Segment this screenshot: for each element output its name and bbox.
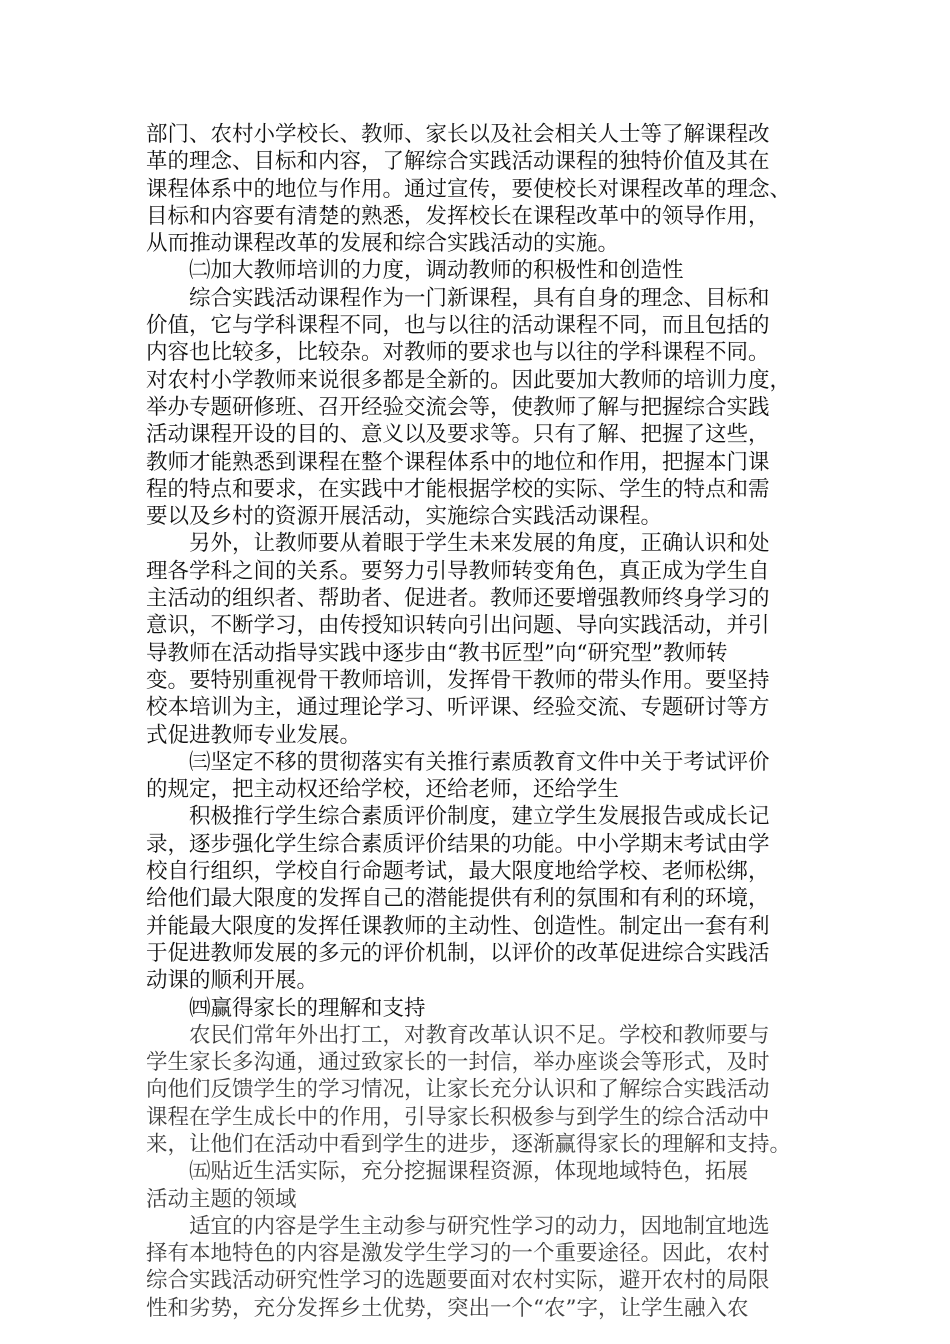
text-line: 并能最大限度的发挥任课教师的主动性、创造性。制定出一套有利 xyxy=(146,913,770,939)
heading-line: ㈢坚定不移的贯彻落实有关推行素质教育文件中关于考试评价 xyxy=(189,749,770,775)
text-line: 价值，它与学科课程不同，也与以往的活动课程不同，而且包括的 xyxy=(146,313,770,339)
text-line: 另外，让教师要从着眼于学生未来发展的角度，正确认识和处 xyxy=(189,531,770,557)
text-line: 从而推动课程改革的发展和综合实践活动的实施。 xyxy=(146,231,620,257)
section-heading-5 xyxy=(146,1158,806,1213)
section-heading-2 xyxy=(146,257,806,284)
text-line: 内容也比较多，比较杂。对教师的要求也与以往的学科课程不同。 xyxy=(146,340,770,366)
text-line: 学生家长多沟通，通过致家长的一封信，举办座谈会等形式，及时 xyxy=(146,1050,770,1076)
text-line: 向他们反馈学生的学习情况，让家长充分认识和了解综合实践活动 xyxy=(146,1077,770,1103)
text-line: 课程在学生成长中的作用，引导家长积极参与到学生的综合活动中 xyxy=(146,1104,770,1130)
text-line: 部门、农村小学校长、教师、家长以及社会相关人士等了解课程改 xyxy=(146,122,770,147)
text-line: 主活动的组织者、帮助者、促进者。教师还要增强教师终身学习的 xyxy=(146,586,770,612)
text-line: 革的理念、目标和内容，了解综合实践活动课程的独特价值及其在 xyxy=(146,149,770,175)
text-line: 意识，不断学习，由传授知识转向引出问题、导向实践活动，并引 xyxy=(146,613,770,639)
text-line: 校自行组织，学校自行命题考试，最大限度地给学校、老师松绑， xyxy=(146,859,770,885)
paragraph-teacher-training xyxy=(146,285,806,531)
text-line: 积极推行学生综合素质评价制度，建立学生发展报告或成长记 xyxy=(189,804,770,830)
text-line: 动课的顺利开展。 xyxy=(146,968,319,994)
text-line: 录，逐步强化学生综合素质评价结果的功能。中小学期末考试由学 xyxy=(146,831,770,857)
section-heading-3 xyxy=(146,749,806,804)
heading-line: ㈡加大教师培训的力度，调动教师的积极性和创造性 xyxy=(189,258,684,284)
text-line: 活动课程开设的目的、意义以及要求等。只有了解、把握了这些， xyxy=(146,422,770,448)
text-line: 要以及乡村的资源开展活动，实施综合实践活动课程。 xyxy=(146,504,663,530)
section-heading-4 xyxy=(146,995,806,1022)
heading-line: ㈤贴近生活实际，充分挖掘课程资源，体现地域特色，拓展 xyxy=(189,1159,749,1185)
text-line: 教师才能熟悉到课程在整个课程体系中的地位和作用，把握本门课 xyxy=(146,449,770,475)
text-line: 农民们常年外出打工，对教育改革认识不足。学校和教师要与 xyxy=(189,1022,770,1048)
paragraph-evaluation xyxy=(146,803,806,994)
text-line: 于促进教师发展的多元的评价机制，以评价的改革促进综合实践活 xyxy=(146,940,770,966)
text-line: 性和劣势，充分发挥乡土优势，突出一个“农”字，让学生融入农 xyxy=(146,1295,749,1321)
paragraph-teacher-role xyxy=(146,530,806,748)
text-line: 对农村小学教师来说很多都是全新的。因此要加大教师的培训力度， xyxy=(146,367,792,393)
text-line: 适宜的内容是学生主动参与研究性学习的动力，因地制宜地选 xyxy=(189,1213,770,1239)
text-line: 校本培训为主，通过理论学习、听评课、经验交流、专题研讨等方 xyxy=(146,695,770,721)
text-line: 综合实践活动课程作为一门新课程，具有自身的理念、目标和 xyxy=(189,285,770,311)
text-line: 综合实践活动研究性学习的选题要面对农村实际，避开农村的局限 xyxy=(146,1268,770,1294)
text-line: 择有本地特色的内容是激发学生学习的一个重要途径。因此，农村 xyxy=(146,1241,770,1267)
text-line: 导教师在活动指导实践中逐步由“教书匠型”向“研究型”教师转 xyxy=(146,640,728,666)
text-line: 目标和内容要有清楚的熟悉，发挥校长在课程改革中的领导作用， xyxy=(146,203,770,229)
text-line: 给他们最大限度的发挥自己的潜能提供有利的氛围和有利的环境， xyxy=(146,886,770,912)
heading-line: 活动主题的领域 xyxy=(146,1186,297,1212)
document-page xyxy=(146,121,806,1322)
text-line: 变。要特别重视骨干教师培训，发挥骨干教师的带头作用。要坚持 xyxy=(146,667,770,693)
text-line: 课程体系中的地位与作用。通过宣传，要使校长对课程改革的理念、 xyxy=(146,176,792,202)
text-line: 举办专题研修班、召开经验交流会等，使教师了解与把握综合实践 xyxy=(146,394,770,420)
heading-line: 的规定，把主动权还给学校，还给老师，还给学生 xyxy=(146,777,620,803)
paragraph-local-resources xyxy=(146,1213,806,1322)
text-line: 理各学科之间的关系。要努力引导教师转变角色，真正成为学生自 xyxy=(146,558,770,584)
text-line: 来，让他们在活动中看到学生的进步，逐渐赢得家长的理解和支持。 xyxy=(146,1131,792,1157)
paragraph-parents xyxy=(146,1022,806,1158)
paragraph-propaganda xyxy=(146,121,806,257)
heading-line: ㈣赢得家长的理解和支持 xyxy=(189,995,426,1021)
text-line: 程的特点和要求，在实践中才能根据学校的实际、学生的特点和需 xyxy=(146,476,770,502)
text-line: 式促进教师专业发展。 xyxy=(146,722,362,748)
